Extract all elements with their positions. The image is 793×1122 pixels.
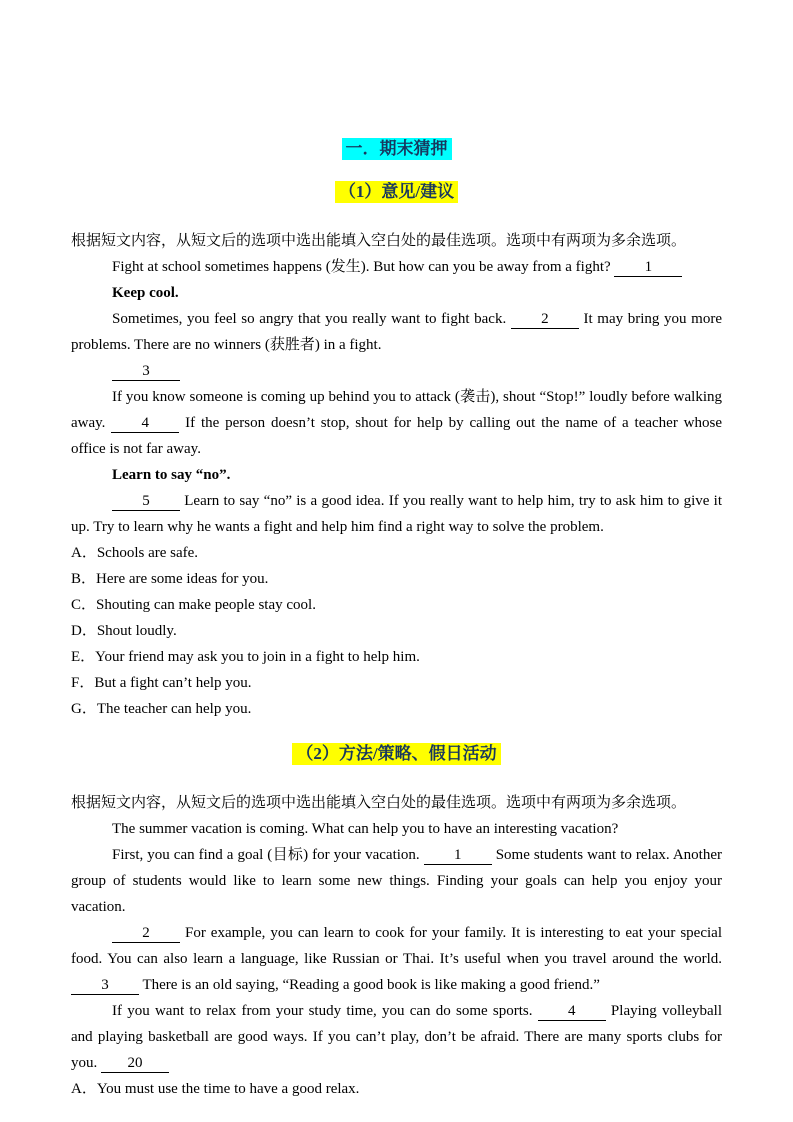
text-run: First, you can find a goal (目标) for your vacation. (112, 847, 424, 863)
text-run: For example, you can learn to cook for your family. It is interesting to eat your special food. You can also learn a language, like Russian or Thai. It’s useful when you travel around the world. (71, 925, 722, 967)
text-run: Learn to say “no” is a good idea. If you really want to help him, try to ask him to give it up. Try to learn why he wants a fight and help him find a right way to solve the problem. (71, 493, 722, 535)
paragraph (71, 280, 722, 306)
section-2-heading: （2）方法/策略、假日活动 (292, 743, 500, 765)
fill-blank-2: 2 (511, 311, 579, 329)
text-run: There is an old saying, “Reading a good book is like making a good friend.” (139, 977, 600, 993)
paragraph (71, 920, 722, 998)
text-run: If you want to relax from your study time, you can do some sports. (112, 1003, 538, 1019)
text-run: Learn to say “no”. (112, 467, 231, 483)
section-1-heading: （1）意见/建议 (335, 181, 458, 203)
option-item: D．Shout loudly. (71, 623, 177, 639)
option-item: C．Shouting can make people stay cool. (71, 597, 316, 613)
paragraph (71, 816, 722, 842)
page-title (71, 137, 722, 160)
text-run: Sometimes, you feel so angry that you really want to fight back. (112, 311, 511, 327)
fill-blank-4: 4 (538, 1003, 606, 1021)
fill-blank-20: 20 (101, 1055, 169, 1073)
option-item: A．You must use the time to have a good relax. (71, 1081, 360, 1097)
paragraph (71, 842, 722, 920)
text-run: Keep cool. (112, 285, 179, 301)
fill-blank-3: 3 (112, 363, 180, 381)
page-title-text: 一．期末猜押 (342, 138, 452, 160)
fill-blank-2: 2 (112, 925, 180, 943)
paragraph (71, 306, 722, 358)
paragraph (71, 254, 722, 280)
paragraph (71, 488, 722, 540)
instruction-text: 根据短文内容，从短文后的选项中选出能填入空白处的最佳选项。选项中有两项为多余选项。 (71, 795, 687, 811)
paragraph (71, 384, 722, 462)
fill-blank-3: 3 (71, 977, 139, 995)
option-item: G．The teacher can help you. (71, 701, 252, 717)
sections-container (71, 180, 722, 1102)
option-item: F．But a fight can’t help you. (71, 675, 252, 691)
paragraph (71, 998, 722, 1076)
paragraph (71, 462, 722, 488)
fill-blank-1: 1 (424, 847, 492, 865)
section-1-heading-row (71, 180, 722, 203)
text-run: Some students want to relax. Another group of students would like to learn some new things. Finding your goals can help you enjoy your vacation. (71, 847, 722, 915)
instruction-text: 根据短文内容，从短文后的选项中选出能填入空白处的最佳选项。选项中有两项为多余选项。 (71, 233, 687, 249)
text-run: Playing volleyball and playing basketball are good ways. If you can’t play, don’t be afraid. There are many sports clubs for you. (71, 1003, 722, 1071)
fill-blank-1: 1 (614, 259, 682, 277)
text-run: The summer vacation is coming. What can help you to have an interesting vacation? (112, 821, 619, 837)
fill-blank-4: 4 (111, 415, 179, 433)
text-run: Fight at school sometimes happens (发生). But how can you be away from a fight? (112, 259, 615, 275)
text-run: If the person doesn’t stop, shout for help by calling out the name of a teacher whose office is not far away. (71, 415, 722, 457)
text-run: It may bring you more problems. There are no winners (获胜者) in a fight. (71, 311, 722, 353)
text-run: If you know someone is coming up behind you to attack (袭击), shout “Stop!” loudly before walking away. (71, 389, 722, 431)
option-item: A．Schools are safe. (71, 545, 199, 561)
section-2-heading-row (71, 742, 722, 765)
option-item: B．Here are some ideas for you. (71, 571, 269, 587)
fill-blank-5: 5 (112, 493, 180, 511)
paragraph (71, 358, 722, 384)
option-item: E．Your friend may ask you to join in a fight to help him. (71, 649, 420, 665)
